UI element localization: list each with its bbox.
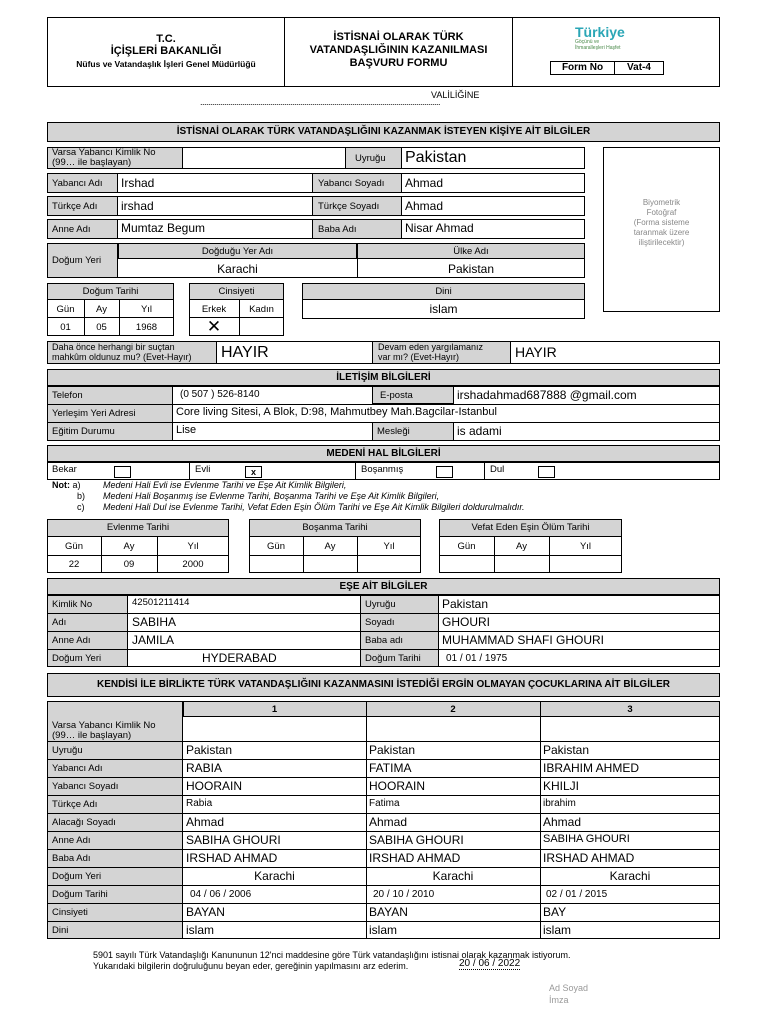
child-row-label-surname: Alacağı Soyadı — [52, 817, 116, 828]
spouse-dob-label: Doğum Tarihi — [365, 653, 421, 664]
child1-birthplace[interactable]: Karachi — [254, 869, 295, 883]
child2-gender[interactable]: BAYAN — [369, 905, 408, 919]
single-label: Bekar — [52, 464, 77, 475]
divorce-day-label: Gün — [267, 541, 285, 552]
widow-checkbox[interactable] — [538, 466, 555, 478]
child3-religion[interactable]: islam — [543, 923, 572, 937]
declaration-date[interactable]: 20 / 06 / 2022 — [459, 958, 521, 969]
birthplace-label: Doğum Yeri — [52, 255, 102, 266]
nationality-value[interactable]: Pakistan — [405, 149, 467, 166]
turkiye-logo: Türkiye Göçünü ve İhmaralleşleri Haşfet — [575, 24, 625, 51]
form-title-1: İSTİSNAİ OLARAK TÜRK — [333, 31, 464, 43]
religion-label: Dini — [435, 286, 452, 297]
birthplace-name-label: Doğduğu Yer Adı — [201, 246, 274, 257]
child1-foreign-surname[interactable]: HOORAIN — [186, 779, 243, 793]
child3-surname[interactable]: Ahmad — [543, 815, 582, 829]
dob-year-value[interactable]: 1968 — [135, 322, 158, 333]
child2-mother[interactable]: SABIHA GHOURI — [369, 833, 464, 847]
country-value[interactable]: Pakistan — [447, 262, 495, 276]
child2-religion[interactable]: islam — [369, 923, 398, 937]
applicant-section-title: İSTİSNAİ OLARAK TÜRK VATANDAŞLIĞINI KAZANMAK İSTEYEN KİŞİYE AİT BİLGİLER — [47, 122, 720, 142]
turkish-surname-label: Türkçe Soyadı — [318, 201, 380, 212]
form-title-3: BAŞVURU FORMU — [349, 57, 448, 69]
note-a: Medeni Hali Evli ise Evlenme Tarihi ve Eşe Ait Kimlik Bilgileri, — [103, 480, 347, 490]
spouse-surname-value[interactable]: GHOURI — [442, 615, 490, 629]
country-name-label: Ülke Adı — [453, 246, 489, 257]
spouse-nationality-value[interactable]: Pakistan — [442, 597, 489, 611]
dob-month-value[interactable]: 05 — [96, 322, 107, 333]
single-checkbox[interactable] — [114, 466, 131, 478]
marriage-month-label: Ay — [123, 541, 135, 552]
education-value[interactable]: Lise — [176, 424, 197, 436]
phone-value[interactable]: (0 507 ) 526-8140 — [180, 389, 260, 400]
email-value[interactable]: irshadahmad687888 @gmail.com — [457, 388, 637, 402]
children-section-title: KENDİSİ İLE BİRLİKTE TÜRK VATANDAŞLIĞINI KAZANMASINI İSTEDİĞİ ERGİN OLMAYAN ÇOCUKLARINA AİT BİLGİLER — [47, 673, 720, 697]
child2-birthplace[interactable]: Karachi — [432, 869, 474, 883]
occupation-value[interactable]: is adami — [457, 424, 502, 438]
education-label: Eğitim Durumu — [52, 426, 115, 437]
signature-name-label: Ad Soyad — [549, 983, 589, 993]
child2-foreign-name[interactable]: FATIMA — [369, 761, 412, 775]
dob-label: Doğum Tarihi — [82, 286, 139, 297]
child1-surname[interactable]: Ahmad — [186, 815, 225, 829]
foreign-id-label-1: Varsa Yabancı Kimlik No — [52, 147, 156, 158]
child1-foreign-name[interactable]: RABIA — [186, 761, 223, 775]
conviction-label-1: Daha önce herhangi bir suçtan — [52, 342, 175, 352]
child2-dob[interactable]: 20 / 10 / 2010 — [373, 889, 435, 900]
child-row-label-lname: Yabancı Soyadı — [52, 781, 119, 792]
spouse-father-value[interactable]: MUHAMMAD SHAFI GHOURI — [442, 633, 604, 647]
spouse-id-value[interactable]: 42501211414 — [132, 597, 190, 608]
child-id-label-1: Varsa Yabancı Kimlik No — [52, 720, 156, 731]
dob-year-label: Yıl — [140, 304, 153, 315]
child2-foreign-surname[interactable]: HOORAIN — [369, 779, 426, 793]
child-row-label-gender: Cinsiyeti — [52, 907, 88, 918]
marriage-year-value[interactable]: 2000 — [182, 559, 204, 570]
religion-value[interactable]: islam — [429, 302, 458, 316]
spouse-birthplace-label: Doğum Yeri — [52, 653, 102, 664]
spouse-name-value[interactable]: SABIHA — [132, 615, 177, 629]
child2-nationality[interactable]: Pakistan — [369, 743, 416, 757]
spouse-id-label: Kimlik No — [52, 599, 93, 610]
child-row-label-father: Baba Adı — [52, 853, 91, 864]
foreign-surname-label: Yabancı Soyadı — [318, 178, 385, 189]
header-tc: T.C. — [156, 33, 176, 45]
birthplace-value[interactable]: Karachi — [217, 262, 258, 276]
married-checkbox[interactable]: x — [245, 466, 262, 478]
child3-birthplace[interactable]: Karachi — [609, 869, 651, 883]
gender-label: Cinsiyeti — [218, 286, 255, 297]
email-label: E-posta — [380, 390, 413, 401]
male-label: Erkek — [201, 304, 227, 315]
note-c: Medeni Hali Dul ise Evlenme Tarihi, Vefat Eden Eşin Ölüm Tarihi ve Eşe Ait Kimlik Bilgileri doldurulmalıdır. — [103, 502, 525, 512]
dob-day-value[interactable]: 01 — [60, 322, 71, 333]
form-title-2: VATANDAŞLIĞININ KAZANILMASI — [309, 44, 488, 56]
child1-dob[interactable]: 04 / 06 / 2006 — [190, 889, 252, 900]
foreign-surname-value[interactable]: Ahmad — [405, 176, 444, 190]
married-label: Evli — [195, 464, 211, 475]
child1-nationality[interactable]: Pakistan — [186, 743, 233, 757]
divorce-date-label: Boşanma Tarihi — [302, 522, 368, 533]
conviction-label-2: mahkûm oldunuz mu? (Evet-Hayır) — [52, 352, 192, 362]
widow-label: Dul — [490, 464, 505, 475]
valiligine-label: VALİLİĞİNE — [431, 90, 480, 100]
female-label: Kadın — [249, 304, 274, 315]
child1-mother[interactable]: SABIHA GHOURI — [186, 833, 281, 847]
trial-value[interactable]: HAYIR — [515, 344, 557, 360]
form-no-value: Vat-4 — [627, 62, 651, 73]
divorce-year-label: Yıl — [383, 541, 395, 552]
header-ministry: İÇİŞLERİ BAKANLIĞI — [110, 45, 222, 57]
spouse-mother-value[interactable]: JAMILA — [132, 633, 175, 647]
child-col-1: 1 — [271, 704, 278, 715]
valiligine-dots: ........................................................................................................................ — [200, 97, 441, 107]
marriage-date-label: Evlenme Tarihi — [106, 522, 170, 533]
child1-turkish-name[interactable]: Rabia — [186, 798, 213, 809]
child3-father[interactable]: IRSHAD AHMAD — [543, 851, 635, 865]
child3-nationality[interactable]: Pakistan — [543, 743, 590, 757]
marital-section-title: MEDENİ HAL BİLGİLERİ — [47, 445, 720, 462]
spouse-dob-value[interactable]: 01 / 01 / 1975 — [446, 653, 508, 664]
trial-label-1: Devam eden yargılamanız — [378, 342, 484, 352]
mother-name-label: Anne Adı — [52, 224, 91, 235]
spouse-mother-label: Anne Adı — [52, 635, 91, 646]
child-row-label-fname: Yabancı Adı — [52, 763, 103, 774]
foreign-id-label-2: (99… ile başlayan) — [52, 157, 132, 168]
conviction-value[interactable]: HAYIR — [221, 344, 269, 361]
declaration-line-2: Yukarıdaki bilgilerin doğruluğunu beyan eder, gereğinin yapılmasını arz ederim. — [93, 961, 409, 971]
spouse-nationality-label: Uyruğu — [365, 599, 396, 610]
marriage-year-label: Yıl — [187, 541, 199, 552]
child3-foreign-surname[interactable]: KHILJI — [543, 779, 580, 793]
child-row-label-bp: Doğum Yeri — [52, 871, 102, 882]
nationality-label: Uyruğu — [355, 153, 386, 164]
death-month-label: Ay — [516, 541, 527, 552]
child3-mother[interactable]: SABIHA GHOURI — [543, 833, 630, 845]
spouse-name-label: Adı — [52, 617, 67, 628]
death-year-label: Yıl — [579, 541, 592, 552]
child-row-label-religion: Dini — [52, 925, 69, 936]
occupation-label: Mesleği — [377, 426, 410, 437]
marriage-month-value[interactable]: 09 — [123, 559, 135, 570]
trial-label-2: var mı? (Evet-Hayır) — [378, 352, 460, 362]
declaration-line-1: 5901 sayılı Türk Vatandaşlığı Kanununun 12'nci maddesine göre Türk vatandaşlığını istisnai olarak kazanmak istiyorum. — [93, 950, 571, 960]
signature-label: İmza — [549, 995, 569, 1005]
dob-day-label: Gün — [56, 304, 75, 315]
father-name-value[interactable]: Nisar Ahmad — [405, 221, 474, 235]
address-value[interactable]: Core living Sitesi, A Blok, D:98, Mahmutbey Mah.Bagcilar-Istanbul — [176, 406, 497, 418]
male-checkbox-mark[interactable]: ✕ — [206, 317, 222, 336]
header-dept: Nüfus ve Vatandaşlık İşleri Genel Müdürlüğü — [76, 59, 256, 69]
child2-surname[interactable]: Ahmad — [369, 815, 408, 829]
child3-turkish-name[interactable]: ibrahim — [543, 798, 576, 809]
child1-religion[interactable]: islam — [186, 923, 215, 937]
marriage-day-value[interactable]: 22 — [68, 559, 80, 570]
marital-note: Not: a) b) c) — [52, 480, 86, 512]
child3-dob[interactable]: 02 / 01 / 2015 — [546, 889, 608, 900]
spouse-surname-label: Soyadı — [365, 617, 395, 628]
child1-father[interactable]: IRSHAD AHMAD — [186, 851, 278, 865]
foreign-name-label: Yabancı Adı — [52, 178, 103, 189]
child-col-3: 3 — [627, 704, 633, 715]
address-label: Yerleşim Yeri Adresi — [52, 408, 136, 419]
turkish-surname-value[interactable]: Ahmad — [405, 199, 444, 213]
contact-section-title: İLETİŞİM BİLGİLERİ — [47, 369, 720, 386]
photo-text: Biyometrik Fotoğraf (Forma sisteme taranmak üzere iliştirilecektir) — [633, 198, 690, 247]
turkish-name-label: Türkçe Adı — [52, 201, 98, 212]
turkish-name-value[interactable]: irshad — [121, 199, 154, 213]
divorced-checkbox[interactable] — [436, 466, 453, 478]
child2-father[interactable]: IRSHAD AHMAD — [369, 851, 461, 865]
child-col-2: 2 — [450, 704, 456, 715]
death-day-label: Gün — [457, 541, 476, 552]
phone-label: Telefon — [52, 390, 83, 401]
foreign-name-value[interactable]: Irshad — [121, 176, 155, 190]
child3-gender[interactable]: BAY — [543, 905, 567, 919]
spouse-father-label: Baba adı — [365, 635, 404, 646]
divorce-month-label: Ay — [324, 541, 336, 552]
child-id-label-2: (99… ile başlayan) — [52, 730, 132, 741]
spouse-section-title: EŞE AİT BİLGİLER — [47, 578, 720, 595]
child1-gender[interactable]: BAYAN — [186, 905, 225, 919]
marriage-day-label: Gün — [65, 541, 83, 552]
child3-foreign-name[interactable]: IBRAHIM AHMED — [543, 761, 640, 775]
divorced-label: Boşanmış — [361, 464, 404, 475]
child-row-label-mother: Anne Adı — [52, 835, 91, 846]
child-row-label-nat: Uyruğu — [52, 745, 83, 756]
mother-name-value[interactable]: Mumtaz Begum — [121, 221, 206, 235]
father-name-label: Baba Adı — [318, 224, 357, 235]
child-row-label-tr: Türkçe Adı — [52, 799, 98, 810]
dob-month-label: Ay — [96, 304, 107, 315]
spouse-birthplace-value[interactable]: HYDERABAD — [202, 651, 277, 665]
death-date-label: Vefat Eden Eşin Ölüm Tarihi — [471, 522, 590, 533]
form-no-label: Form No — [561, 62, 604, 73]
child-row-label-dob: Doğum Tarihi — [52, 889, 108, 900]
note-b: Medeni Hali Boşanmış ise Evlenme Tarihi, Boşanma Tarihi ve Eşe Ait Kimlik Bilgileri, — [103, 491, 440, 501]
child2-turkish-name[interactable]: Fatima — [369, 798, 400, 809]
